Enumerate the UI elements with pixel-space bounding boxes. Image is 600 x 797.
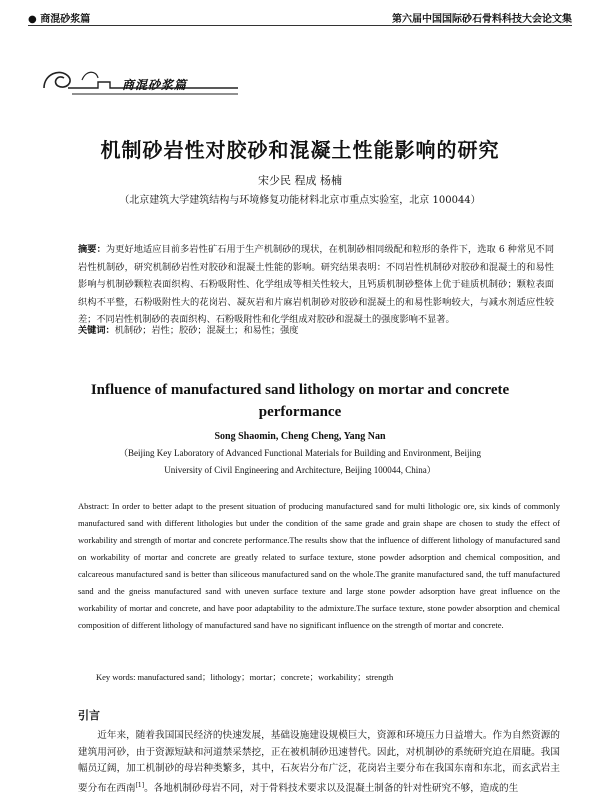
header-rule — [28, 25, 572, 26]
section-logo-label: 商混砂浆篇 — [122, 78, 188, 92]
section-label: ● 商混砂浆篇 — [28, 14, 91, 25]
affiliation-en: （Beijing Key Laboratory of Advanced Functional Materials for Building and Environment, Beijing University of Civil Engineering and Architecture, Beijing 100044, China） — [119, 448, 481, 475]
abstract-en — [78, 498, 560, 634]
abstract-en-text: In order to better adapt to the present situation of producing manufactured sand for multi lithologic ore, six kinds of commonly manufactured sand with different lithologies but under the condition of the same grade and grain shape are chosen to study the effect of workability and strength of mortar and concrete performance.The results show that the influence of different lithology of manufactured sand on workability of mortar and concrete are greatly related to surface texture, stone powder adsorption and chemical composition, and calcareous manufactured sand is better than siliceous manufactured sand on the whole.The granite manufactured sand, the tuff manufactured sand and the gneiss manufactured sand with uneven surface texture and large stone powder adsorption have great influence on the workability of mortar and concrete, and have poor adaptability to the admixture.The surface texture, stone powder absorption and chemical composition of different lithology of manufactured sand have no significant influence on the strength of mortar and concrete. — [78, 501, 560, 630]
abstract-cn — [78, 241, 554, 329]
authors-en: Song Shaomin, Cheng Cheng, Yang Nan — [214, 431, 386, 442]
paper-title-cn: 机制砂岩性对胶砂和混凝土性能影响的研究 — [100, 138, 500, 162]
citation-ref: [1] — [135, 781, 145, 789]
keywords-cn-text: 机制砂；岩性；胶砂；混凝土；和易性；强度 — [114, 325, 299, 336]
authors-cn: 宋少民 程成 杨楠 — [258, 174, 342, 187]
keywords-en: Key words: manufactured sand；lithology；mortar；concrete；workability；strength — [96, 672, 394, 682]
keywords-cn — [78, 322, 554, 336]
abstract-cn-text: 为更好地适应目前多岩性矿石用于生产机制砂的现状，在机制砂相同级配和粒形的条件下，选取 6 种常见不同岩性机制砂，研究机制砂岩性对胶砂和混凝土性能的影响。研究结果表明：不同岩性机制砂对胶砂和混凝土的和易性影响与机制砂颗粒表面织构、石粉吸附性、化学组成等相关性较大，且钙质机制砂整体上优于硅质机制砂；颗粒表面织构不平整，石粉吸附性大的花岗岩、凝灰岩和片麻岩机制砂对胶砂和混凝土的和易性影响较大，与减水剂适应性较差；不同岩性机制砂的表面织构、石粉吸附性和化学组成对胶砂和混凝土的强度影响不显著。 — [78, 244, 555, 325]
intro-text-2: 。各地机制砂母岩不同，对于骨料技术要求以及混凝土制备的针对性研究不够，造成的生 — [144, 782, 519, 794]
abstract-en-label: Abstract: — [78, 501, 110, 511]
abstract-cn-label: 摘要： — [78, 244, 106, 255]
affiliation-cn: （北京建筑大学建筑结构与环境修复功能材料北京市重点实验室，北京 100044） — [119, 195, 481, 206]
intro-heading: 引言 — [78, 709, 100, 722]
intro-text: 近年来，随着我国国民经济的快速发展，基础设施建设规模巨大，资源和环境压力日益增大。作为自然资源的建筑用河砂，由于资源短缺和河道禁采禁挖，正在被机制砂迅速替代。因此，对机制砂的系统研究迫在眉睫。我国幅员辽阔，加工机制砂的母岩种类繁多，其中，石灰岩分布广泛，花岗岩主要分布在我国东南和东北，而玄武岩主要分布在西南 — [78, 730, 560, 794]
paper-title-en: Influence of manufactured sand lithology on mortar and concrete performance — [90, 382, 510, 420]
conference-title: 第六届中国国际砂石骨料科技大会论文集 — [392, 14, 572, 25]
keywords-cn-label: 关键词： — [78, 325, 115, 336]
intro-body — [78, 728, 560, 797]
